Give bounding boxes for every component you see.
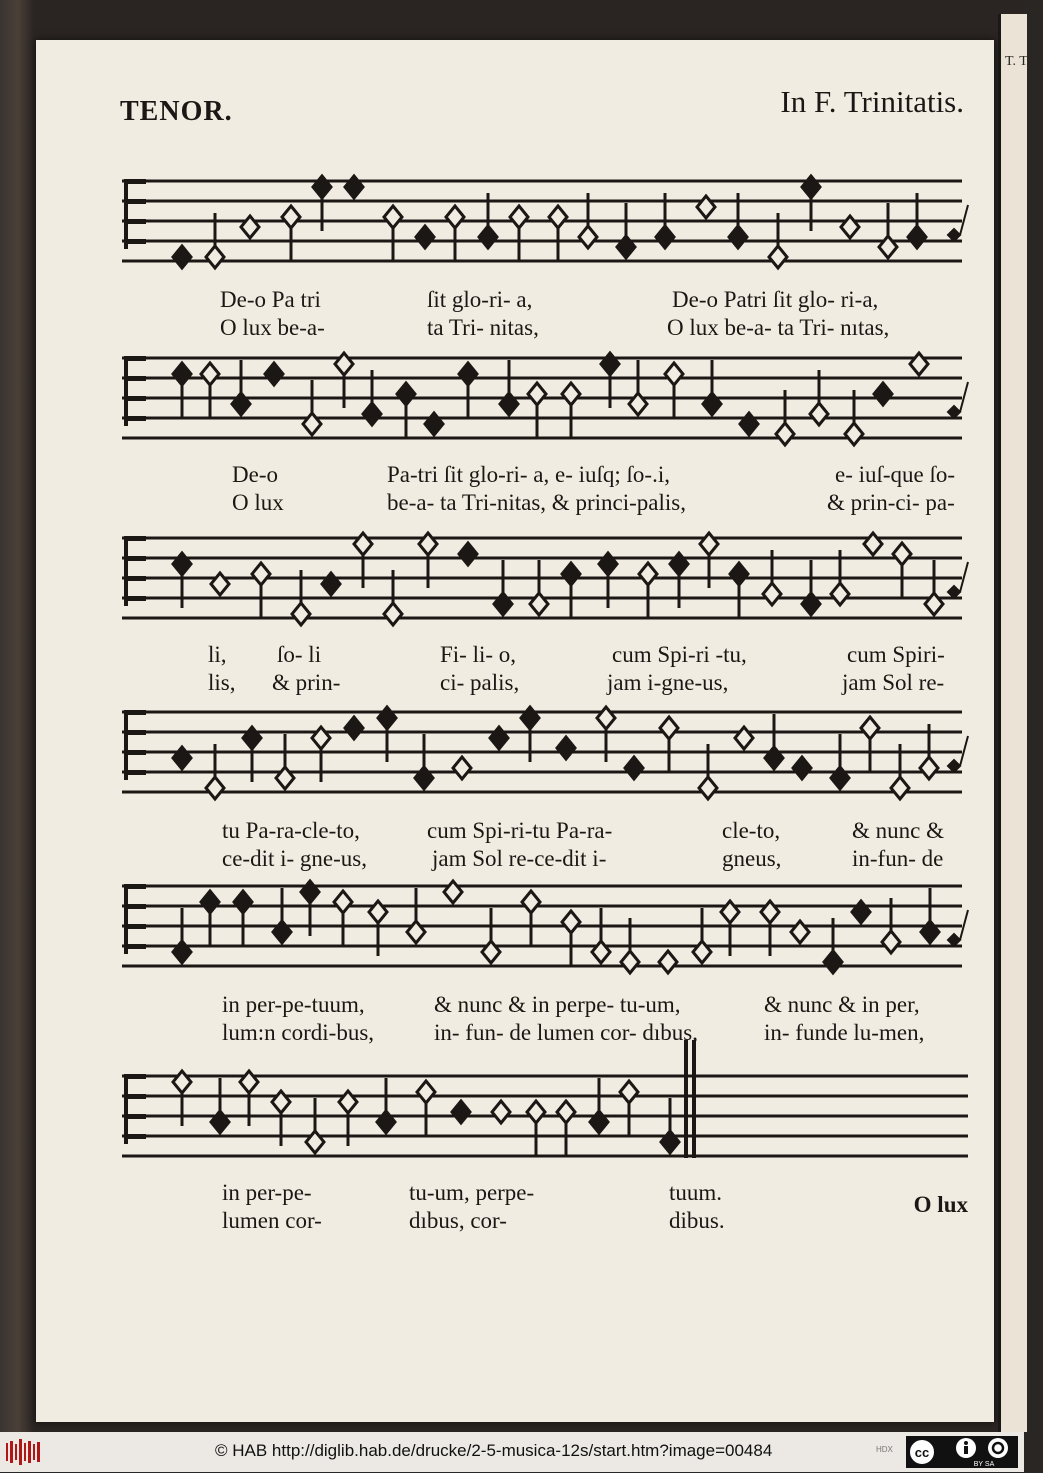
note bbox=[620, 1081, 638, 1136]
staff-system-2 bbox=[122, 352, 968, 515]
music-staff bbox=[122, 175, 968, 271]
note bbox=[272, 1091, 290, 1146]
note bbox=[252, 563, 270, 618]
note bbox=[697, 196, 715, 218]
lyric-segment: jam Sol re- bbox=[842, 670, 945, 695]
note bbox=[864, 533, 882, 555]
lyric-segment: tu Pa-ra-cle-to, bbox=[222, 818, 360, 843]
note bbox=[910, 353, 928, 375]
note bbox=[306, 1098, 324, 1153]
note bbox=[452, 1101, 470, 1123]
lyric-line-2 bbox=[122, 490, 968, 516]
lyric-line-2 bbox=[122, 315, 968, 341]
note bbox=[549, 206, 567, 261]
lyric-segment: Fi- li- o, bbox=[440, 642, 517, 667]
note bbox=[925, 560, 943, 615]
clef-stem bbox=[124, 536, 128, 606]
lyric-segment: in- funde lu-men, bbox=[764, 1020, 925, 1045]
lyric-segment: tuum. bbox=[669, 1180, 723, 1205]
note bbox=[802, 560, 820, 615]
note bbox=[492, 1101, 510, 1123]
note bbox=[173, 553, 191, 608]
note bbox=[173, 363, 191, 418]
note bbox=[530, 560, 548, 615]
note bbox=[301, 881, 319, 936]
note bbox=[665, 363, 683, 418]
lyric-segment: in- fun- de lumen cor- dıbus, bbox=[434, 1020, 698, 1045]
note bbox=[527, 1101, 545, 1156]
cc-license-icon bbox=[906, 1436, 1018, 1468]
note bbox=[173, 747, 191, 769]
lyric-segment: & nunc & in perpe- tu-um, bbox=[434, 992, 681, 1017]
clef-stem bbox=[124, 356, 128, 426]
lyric-segment: dibus. bbox=[669, 1208, 725, 1233]
note bbox=[201, 891, 219, 946]
note bbox=[453, 757, 471, 779]
lyric-segment: cum Spiri- bbox=[847, 642, 945, 667]
note bbox=[659, 951, 677, 973]
note bbox=[173, 908, 191, 963]
custos-cue: O lux bbox=[913, 1192, 968, 1217]
hdx-mark: HDX bbox=[876, 1445, 893, 1454]
note bbox=[459, 543, 477, 565]
note bbox=[419, 533, 437, 588]
note bbox=[765, 714, 783, 769]
note bbox=[425, 413, 443, 435]
note bbox=[459, 363, 477, 418]
note bbox=[761, 901, 779, 956]
custos-mark bbox=[948, 205, 968, 241]
custos-mark bbox=[948, 736, 968, 772]
note bbox=[345, 717, 363, 739]
note bbox=[522, 891, 540, 946]
lyric-segment: ce-dit i- gne-us, bbox=[222, 846, 367, 871]
lyric-segment: jam i-gne-us, bbox=[607, 670, 729, 695]
note bbox=[211, 1078, 229, 1133]
lyric-segment: be-a- ta Tri-nitas, & princi-palis, bbox=[387, 490, 686, 515]
note bbox=[510, 206, 528, 261]
lyric-segment: De-o bbox=[232, 462, 278, 487]
note bbox=[562, 383, 580, 438]
note bbox=[740, 413, 758, 435]
lyric-line-2 bbox=[122, 1020, 968, 1046]
note bbox=[322, 573, 340, 595]
feast-title: In F. Trinitatis. bbox=[780, 84, 964, 119]
note bbox=[557, 1101, 575, 1156]
note bbox=[562, 563, 580, 618]
note bbox=[874, 383, 892, 405]
note bbox=[625, 757, 643, 779]
note bbox=[243, 727, 261, 782]
note bbox=[861, 717, 879, 772]
music-staff bbox=[122, 352, 968, 448]
note bbox=[234, 891, 252, 946]
lyric-segment: cum Spi-ri -tu, bbox=[612, 642, 747, 667]
note bbox=[703, 360, 721, 415]
music-staff bbox=[122, 880, 968, 976]
note bbox=[369, 901, 387, 956]
note bbox=[276, 734, 294, 789]
lyric-segment: tu-um, perpe- bbox=[409, 1180, 535, 1205]
lyric-line-1 bbox=[122, 992, 968, 1018]
neighbor-page-edge bbox=[998, 14, 1043, 1432]
viewer-footer bbox=[0, 1432, 1024, 1472]
clef-stem bbox=[124, 710, 128, 780]
note bbox=[528, 383, 546, 438]
lyric-segment: e- iuſ-que ſo- bbox=[835, 462, 956, 487]
note bbox=[416, 226, 434, 248]
note bbox=[265, 363, 283, 385]
note bbox=[240, 1071, 258, 1126]
lyric-segment: De-o Pa tri bbox=[220, 287, 321, 312]
note bbox=[592, 908, 610, 963]
note bbox=[721, 901, 739, 956]
music-staff bbox=[122, 1070, 968, 1166]
note bbox=[232, 360, 250, 415]
lyric-segment: dıbus, cor- bbox=[409, 1208, 507, 1233]
lyric-segment: & prin-ci- pa- bbox=[827, 490, 955, 515]
lyric-segment: in per-pe- bbox=[222, 1180, 312, 1205]
lyric-segment: li, bbox=[208, 642, 227, 667]
note bbox=[482, 908, 500, 963]
note bbox=[597, 707, 615, 762]
lyric-segment: O lux bbox=[232, 490, 284, 515]
lyric-line-1 bbox=[122, 287, 968, 313]
music-staff bbox=[122, 706, 968, 802]
note bbox=[660, 717, 678, 772]
note bbox=[397, 383, 415, 438]
note bbox=[521, 707, 539, 762]
note bbox=[693, 908, 711, 963]
note bbox=[273, 888, 291, 943]
voice-part-title: TENOR. bbox=[120, 96, 233, 127]
note bbox=[670, 553, 688, 608]
note bbox=[730, 563, 748, 618]
lyric-segment: & prin- bbox=[272, 670, 341, 695]
note bbox=[335, 353, 353, 408]
lyric-segment: in-fun- de bbox=[852, 846, 944, 871]
lyric-line-2 bbox=[122, 670, 968, 696]
lyric-line-1 bbox=[122, 462, 968, 488]
note bbox=[599, 553, 617, 608]
note bbox=[334, 891, 352, 946]
note bbox=[921, 888, 939, 943]
lyric-segment: ci- palis, bbox=[440, 670, 520, 695]
note bbox=[841, 216, 859, 238]
lyric-segment: lum:n cordi-bus, bbox=[222, 1020, 375, 1045]
lyric-line-1 bbox=[122, 818, 968, 844]
note bbox=[802, 176, 820, 231]
clef-stem bbox=[124, 1074, 128, 1144]
lyric-segment: ſit glo-ri- a, bbox=[427, 287, 533, 312]
note bbox=[339, 1091, 357, 1146]
staff-system-3 bbox=[122, 532, 968, 695]
note bbox=[303, 380, 321, 435]
note bbox=[211, 573, 229, 595]
lyric-segment: gneus, bbox=[722, 846, 782, 871]
note bbox=[312, 727, 330, 782]
music-staff bbox=[122, 532, 968, 628]
lyric-line-2 bbox=[122, 846, 968, 872]
custos-mark bbox=[948, 562, 968, 598]
note bbox=[639, 563, 657, 618]
custos-mark bbox=[948, 382, 968, 418]
note bbox=[201, 363, 219, 418]
lyric-segment: cle-to, bbox=[722, 818, 781, 843]
note bbox=[852, 901, 870, 923]
music-page bbox=[36, 40, 994, 1422]
note bbox=[601, 353, 619, 408]
note bbox=[313, 176, 331, 231]
cc-license-text: BY SA bbox=[973, 1461, 995, 1468]
note bbox=[417, 1081, 435, 1136]
note bbox=[354, 533, 372, 588]
lyric-line-1 bbox=[122, 1180, 968, 1206]
svg-text:cc: cc bbox=[914, 1445, 930, 1460]
note bbox=[384, 206, 402, 261]
note bbox=[415, 734, 433, 789]
staff-system-5 bbox=[122, 880, 968, 1045]
lyric-segment: cum Spi-ri-tu Pa-ra- bbox=[427, 818, 613, 843]
note bbox=[617, 203, 635, 258]
staff-system-4 bbox=[122, 706, 968, 871]
lyric-segment: O lux be-a- bbox=[220, 315, 325, 340]
note bbox=[700, 533, 718, 588]
note bbox=[831, 734, 849, 789]
note bbox=[735, 727, 753, 749]
note bbox=[377, 1078, 395, 1133]
note bbox=[282, 206, 300, 261]
note bbox=[444, 881, 462, 903]
note bbox=[407, 888, 425, 943]
copyright-url[interactable]: © HAB http://diglib.hab.de/drucke/2-5-musica-12s/start.htm?image=00484 bbox=[215, 1441, 773, 1460]
cc-license-badge[interactable] bbox=[906, 1436, 1018, 1468]
lyric-line-2 bbox=[122, 1208, 968, 1234]
note bbox=[241, 216, 259, 238]
custos-mark bbox=[948, 910, 968, 946]
lyric-segment: ta Tri- nitas, bbox=[427, 315, 539, 340]
clef-stem bbox=[124, 884, 128, 954]
note bbox=[378, 707, 396, 762]
note bbox=[345, 176, 363, 198]
lyric-segment: ſo- li bbox=[277, 642, 322, 667]
note bbox=[494, 560, 512, 615]
lyric-segment: lis, bbox=[208, 670, 236, 695]
note bbox=[879, 203, 897, 258]
lyric-segment: in per-pe-tuum, bbox=[222, 992, 365, 1017]
lyric-line-1 bbox=[122, 642, 968, 668]
note bbox=[793, 757, 811, 779]
clef-stem bbox=[124, 179, 128, 249]
lyric-segment: Pa-tri ſit glo-ri- a, e- iuſq; ſo-.i, bbox=[387, 462, 670, 487]
note bbox=[446, 206, 464, 261]
note bbox=[557, 737, 575, 759]
note bbox=[893, 543, 911, 598]
note bbox=[562, 911, 580, 966]
lyric-segment: O lux be-a- ta Tri- nıtas, bbox=[667, 315, 890, 340]
note bbox=[590, 1078, 608, 1133]
note bbox=[661, 1098, 679, 1153]
lyric-segment: & nunc & in per, bbox=[764, 992, 920, 1017]
note bbox=[173, 1071, 191, 1126]
hab-logo-icon bbox=[6, 1439, 42, 1465]
note bbox=[791, 921, 809, 943]
lyric-segment: & nunc & bbox=[852, 818, 944, 843]
lyric-segment: lumen cor- bbox=[222, 1208, 322, 1233]
lyric-segment: De-o Patri ſit glo- ri-a, bbox=[672, 287, 879, 312]
note bbox=[173, 246, 191, 268]
note bbox=[490, 727, 508, 749]
lyric-segment: jam Sol re-ce-dit i- bbox=[432, 846, 607, 871]
note bbox=[500, 360, 518, 415]
neighbor-page-text: T. Trin bbox=[1005, 54, 1043, 69]
note bbox=[629, 360, 647, 415]
staff-system-1 bbox=[122, 175, 968, 340]
